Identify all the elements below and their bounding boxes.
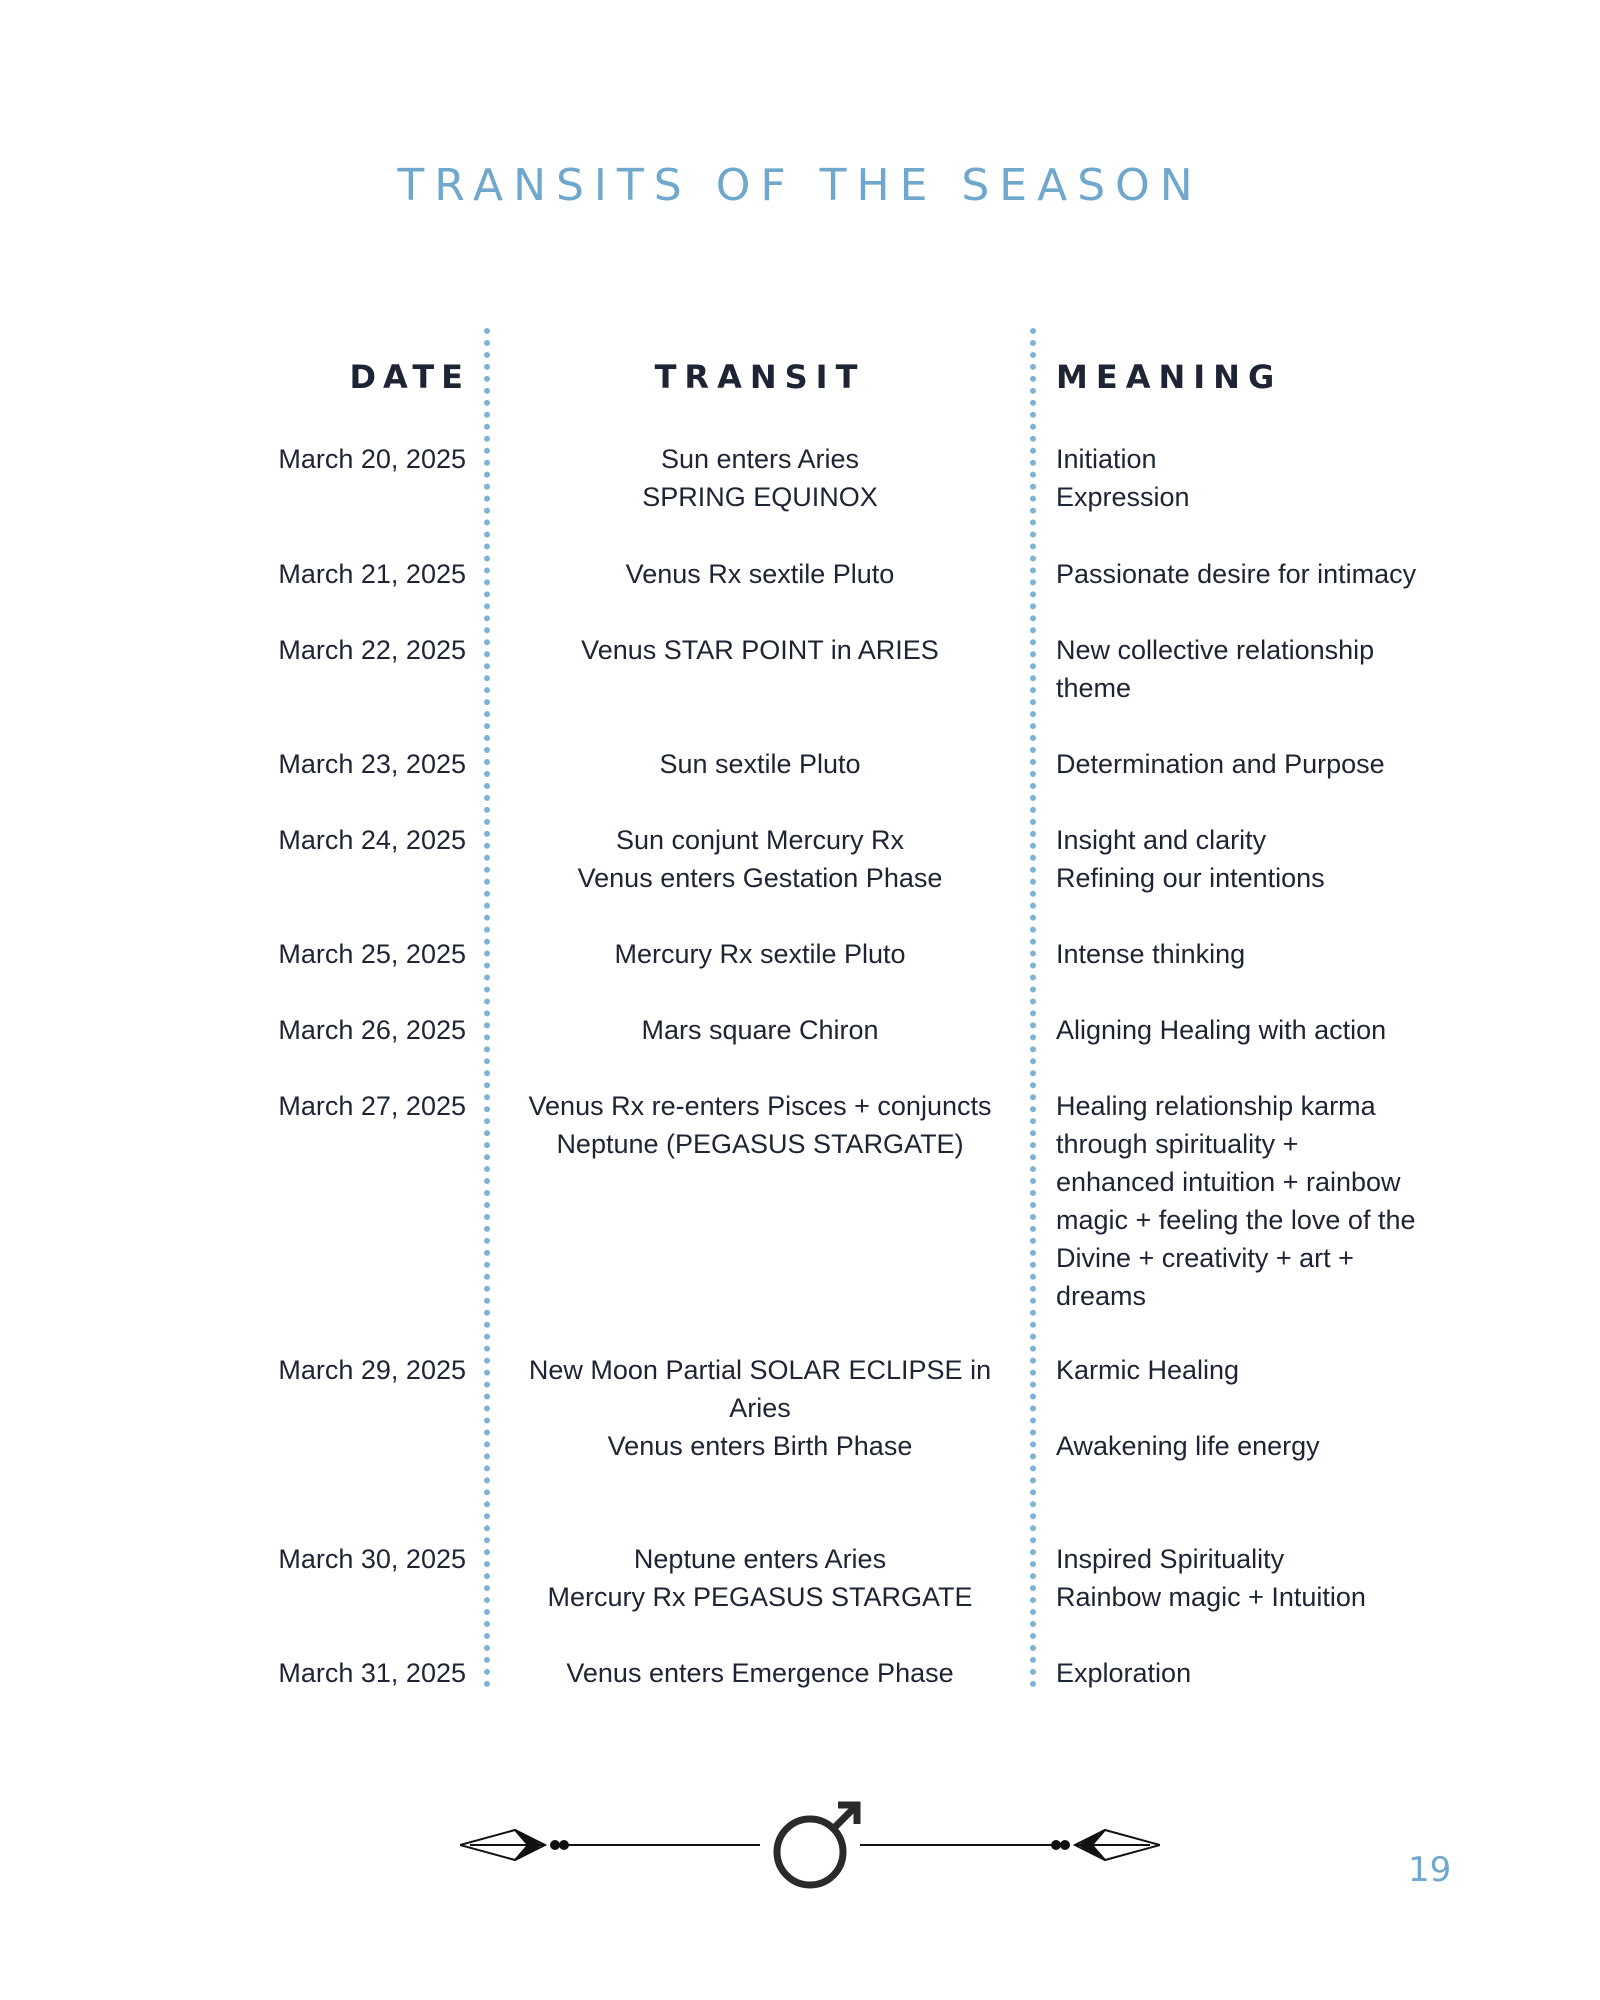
divider-left bbox=[484, 328, 490, 1688]
row-date: March 24, 2025 bbox=[278, 825, 466, 855]
transit-line: SPRING EQUINOX bbox=[642, 482, 878, 512]
row-transit bbox=[500, 555, 1020, 593]
meaning-line: through spirituality + bbox=[1056, 1129, 1299, 1159]
row-transit bbox=[500, 1654, 1020, 1692]
meaning-line: Inspired Spirituality bbox=[1056, 1544, 1285, 1574]
meaning-line: Rainbow magic + Intuition bbox=[1056, 1582, 1366, 1612]
row-transit bbox=[500, 631, 1020, 669]
transit-line: Venus Rx re-enters Pisces + conjuncts bbox=[528, 1091, 992, 1121]
meaning-line: New collective relationship bbox=[1056, 635, 1375, 665]
meaning-line: enhanced intuition + rainbow bbox=[1056, 1167, 1401, 1197]
meaning-line: Passionate desire for intimacy bbox=[1056, 559, 1417, 589]
divider-right bbox=[1030, 328, 1036, 1688]
meaning-line: Karmic Healing bbox=[1056, 1355, 1240, 1385]
row-meaning bbox=[1056, 440, 1466, 516]
page-number: 19 bbox=[1408, 1850, 1452, 1890]
meaning-line: Insight and clarity bbox=[1056, 825, 1267, 855]
row-transit bbox=[500, 1351, 1020, 1465]
row-meaning bbox=[1056, 1087, 1466, 1315]
row-meaning bbox=[1056, 1654, 1466, 1692]
row-date: March 22, 2025 bbox=[278, 635, 466, 665]
row-transit bbox=[500, 1087, 1020, 1163]
meaning-line: Expression bbox=[1056, 482, 1190, 512]
meaning-line: Determination and Purpose bbox=[1056, 749, 1385, 779]
meaning-line: Intense thinking bbox=[1056, 939, 1246, 969]
meaning-line bbox=[1056, 1389, 1466, 1427]
right-arrow-icon bbox=[860, 1830, 1160, 1860]
header-meaning: MEANING bbox=[1056, 358, 1283, 396]
row-transit bbox=[500, 745, 1020, 783]
transit-line: Venus enters Birth Phase bbox=[607, 1431, 913, 1461]
row-date: March 23, 2025 bbox=[278, 749, 466, 779]
row-date: March 25, 2025 bbox=[278, 939, 466, 969]
row-meaning bbox=[1056, 631, 1466, 707]
transit-line: Mars square Chiron bbox=[641, 1015, 879, 1045]
row-transit bbox=[500, 821, 1020, 897]
row-meaning bbox=[1056, 1351, 1466, 1465]
transit-line: Sun conjunt Mercury Rx bbox=[615, 825, 905, 855]
row-meaning bbox=[1056, 1011, 1466, 1049]
row-transit bbox=[500, 935, 1020, 973]
footer-ornament bbox=[460, 1800, 1160, 1890]
row-date: March 31, 2025 bbox=[278, 1658, 466, 1688]
meaning-line: dreams bbox=[1056, 1281, 1147, 1311]
meaning-line: Refining our intentions bbox=[1056, 863, 1325, 893]
row-meaning bbox=[1056, 935, 1466, 973]
row-meaning bbox=[1056, 745, 1466, 783]
meaning-line: Aligning Healing with action bbox=[1056, 1015, 1387, 1045]
transit-line: Sun enters Aries bbox=[660, 444, 860, 474]
transit-line: Mercury Rx sextile Pluto bbox=[614, 939, 906, 969]
transit-line: Mercury Rx PEGASUS STARGATE bbox=[547, 1582, 973, 1612]
row-date: March 26, 2025 bbox=[278, 1015, 466, 1045]
transit-line: Neptune (PEGASUS STARGATE) bbox=[556, 1129, 964, 1159]
meaning-line: theme bbox=[1056, 673, 1132, 703]
left-arrow-icon bbox=[460, 1830, 760, 1860]
transit-line: Aries bbox=[729, 1393, 791, 1423]
row-date: March 29, 2025 bbox=[278, 1355, 466, 1385]
transit-line: Venus Rx sextile Pluto bbox=[625, 559, 895, 589]
row-meaning bbox=[1056, 1540, 1466, 1616]
meaning-line: Initiation bbox=[1056, 444, 1157, 474]
row-date: March 20, 2025 bbox=[278, 444, 466, 474]
row-transit bbox=[500, 1540, 1020, 1616]
transit-line: Neptune enters Aries bbox=[633, 1544, 887, 1574]
row-date: March 27, 2025 bbox=[278, 1091, 466, 1121]
header-date: DATE bbox=[349, 358, 470, 396]
mars-symbol-icon bbox=[777, 1805, 857, 1885]
row-transit bbox=[500, 440, 1020, 516]
page-title: TRANSITS OF THE SEASON bbox=[397, 160, 1203, 211]
row-date: March 30, 2025 bbox=[278, 1544, 466, 1574]
meaning-line: Awakening life energy bbox=[1056, 1431, 1320, 1461]
meaning-line: Divine + creativity + art + bbox=[1056, 1243, 1354, 1273]
transit-line: Venus enters Emergence Phase bbox=[566, 1658, 954, 1688]
row-date: March 21, 2025 bbox=[278, 559, 466, 589]
transit-line: New Moon Partial SOLAR ECLIPSE in bbox=[528, 1355, 992, 1385]
meaning-line: Exploration bbox=[1056, 1658, 1192, 1688]
transit-line: Sun sextile Pluto bbox=[659, 749, 861, 779]
meaning-line: Healing relationship karma bbox=[1056, 1091, 1376, 1121]
row-meaning bbox=[1056, 555, 1466, 593]
row-transit bbox=[500, 1011, 1020, 1049]
meaning-line: magic + feeling the love of the bbox=[1056, 1205, 1416, 1235]
transit-line: Venus STAR POINT in ARIES bbox=[581, 635, 939, 665]
transit-line: Venus enters Gestation Phase bbox=[577, 863, 943, 893]
header-transit: TRANSIT bbox=[654, 358, 866, 396]
row-meaning bbox=[1056, 821, 1466, 897]
